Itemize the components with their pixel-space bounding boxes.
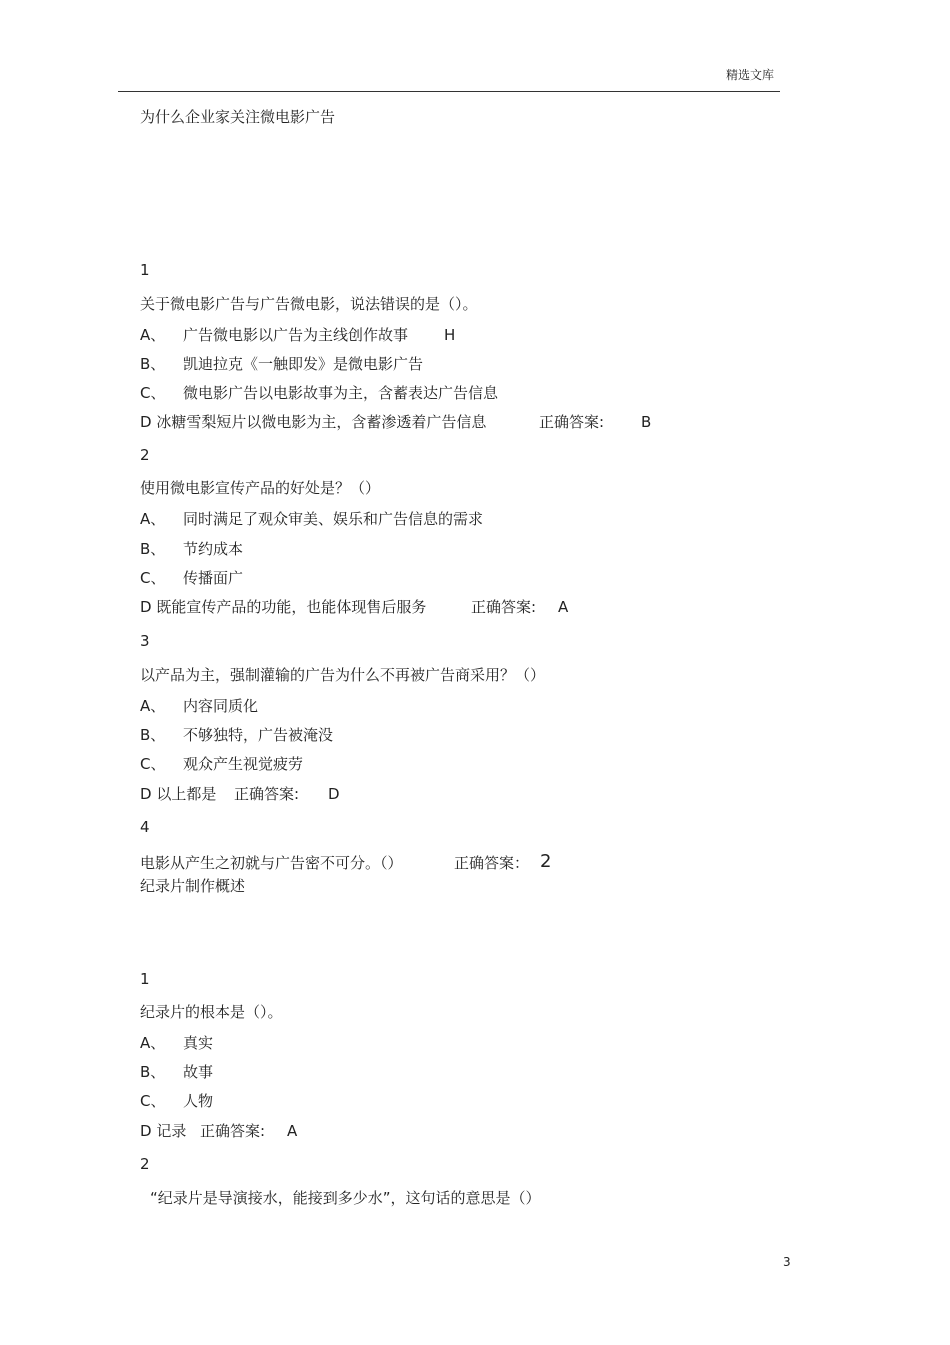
option-label: B、 xyxy=(140,1063,166,1081)
question-text: 纪录片的根本是（）。 xyxy=(140,1003,283,1021)
option-d-text: D 冰糖雪梨短片以微电影为主，含蓄渗透着广告信息 xyxy=(140,413,487,431)
option-text: 内容同质化 xyxy=(183,697,259,715)
answer-label: 正确答案: xyxy=(471,598,537,616)
question-text: “纪录片是导演接水，能接到多少水”，这句话的意思是（） xyxy=(150,1189,541,1207)
question-number: 1 xyxy=(140,970,150,988)
option-label: A、 xyxy=(140,510,166,528)
option-d-text: D 既能宣传产品的功能，也能体现售后服务 xyxy=(140,598,427,616)
option-text: 微电影广告以电影故事为主，含蓄表达广告信息 xyxy=(183,384,499,402)
option-label: B、 xyxy=(140,726,166,744)
header-divider xyxy=(118,91,780,92)
answer-label: 正确答案: xyxy=(539,413,605,431)
option-text: 广告微电影以广告为主线创作故事 xyxy=(183,326,409,344)
option-extra: H xyxy=(444,326,456,344)
option-text: 节约成本 xyxy=(183,540,244,558)
answer-label: 正确答案： xyxy=(454,854,530,872)
question-number: 4 xyxy=(140,818,150,836)
option-text: 同时满足了观众审美、娱乐和广告信息的需求 xyxy=(183,510,484,528)
option-text: 凯迪拉克《一触即发》是微电影广告 xyxy=(183,355,424,373)
option-d-text: D 记录 xyxy=(140,1122,187,1140)
answer-value: A xyxy=(287,1122,298,1140)
option-d-text: D 以上都是 xyxy=(140,785,217,803)
question-number: 3 xyxy=(140,632,150,650)
answer-label: 正确答案: xyxy=(200,1122,266,1140)
option-label: A、 xyxy=(140,1034,166,1052)
option-label: C、 xyxy=(140,569,166,587)
question-text: 电影从产生之初就与广告密不可分。（） xyxy=(140,854,403,872)
answer-value: A xyxy=(558,598,569,616)
option-label: A、 xyxy=(140,697,166,715)
question-number: 2 xyxy=(140,1155,150,1173)
question-text: 以产品为主，强制灌输的广告为什么不再被广告商采用？（） xyxy=(140,666,546,684)
question-text: 关于微电影广告与广告微电影，说法错误的是（）。 xyxy=(140,295,478,313)
answer-value: B xyxy=(641,413,652,431)
header-brand: 精选文库 xyxy=(726,68,775,82)
option-text: 故事 xyxy=(183,1063,214,1081)
question-text: 使用微电影宣传产品的好处是？（） xyxy=(140,479,381,497)
option-text: 不够独特，广告被淹没 xyxy=(183,726,334,744)
page-number: 3 xyxy=(783,1255,791,1269)
answer-value: 2 xyxy=(540,851,552,872)
option-label: C、 xyxy=(140,1092,166,1110)
question-number: 2 xyxy=(140,446,150,464)
section-title: 纪录片制作概述 xyxy=(140,877,246,895)
option-label: C、 xyxy=(140,755,166,773)
page-title: 为什么企业家关注微电影广告 xyxy=(140,108,336,126)
answer-value: D xyxy=(328,785,340,803)
option-text: 观众产生视觉疲劳 xyxy=(183,755,304,773)
answer-label: 正确答案: xyxy=(234,785,300,803)
option-text: 真实 xyxy=(183,1034,214,1052)
question-number: 1 xyxy=(140,261,150,279)
option-label: C、 xyxy=(140,384,166,402)
option-text: 传播面广 xyxy=(183,569,244,587)
option-text: 人物 xyxy=(183,1092,214,1110)
option-label: B、 xyxy=(140,355,166,373)
option-label: A、 xyxy=(140,326,166,344)
option-label: B、 xyxy=(140,540,166,558)
